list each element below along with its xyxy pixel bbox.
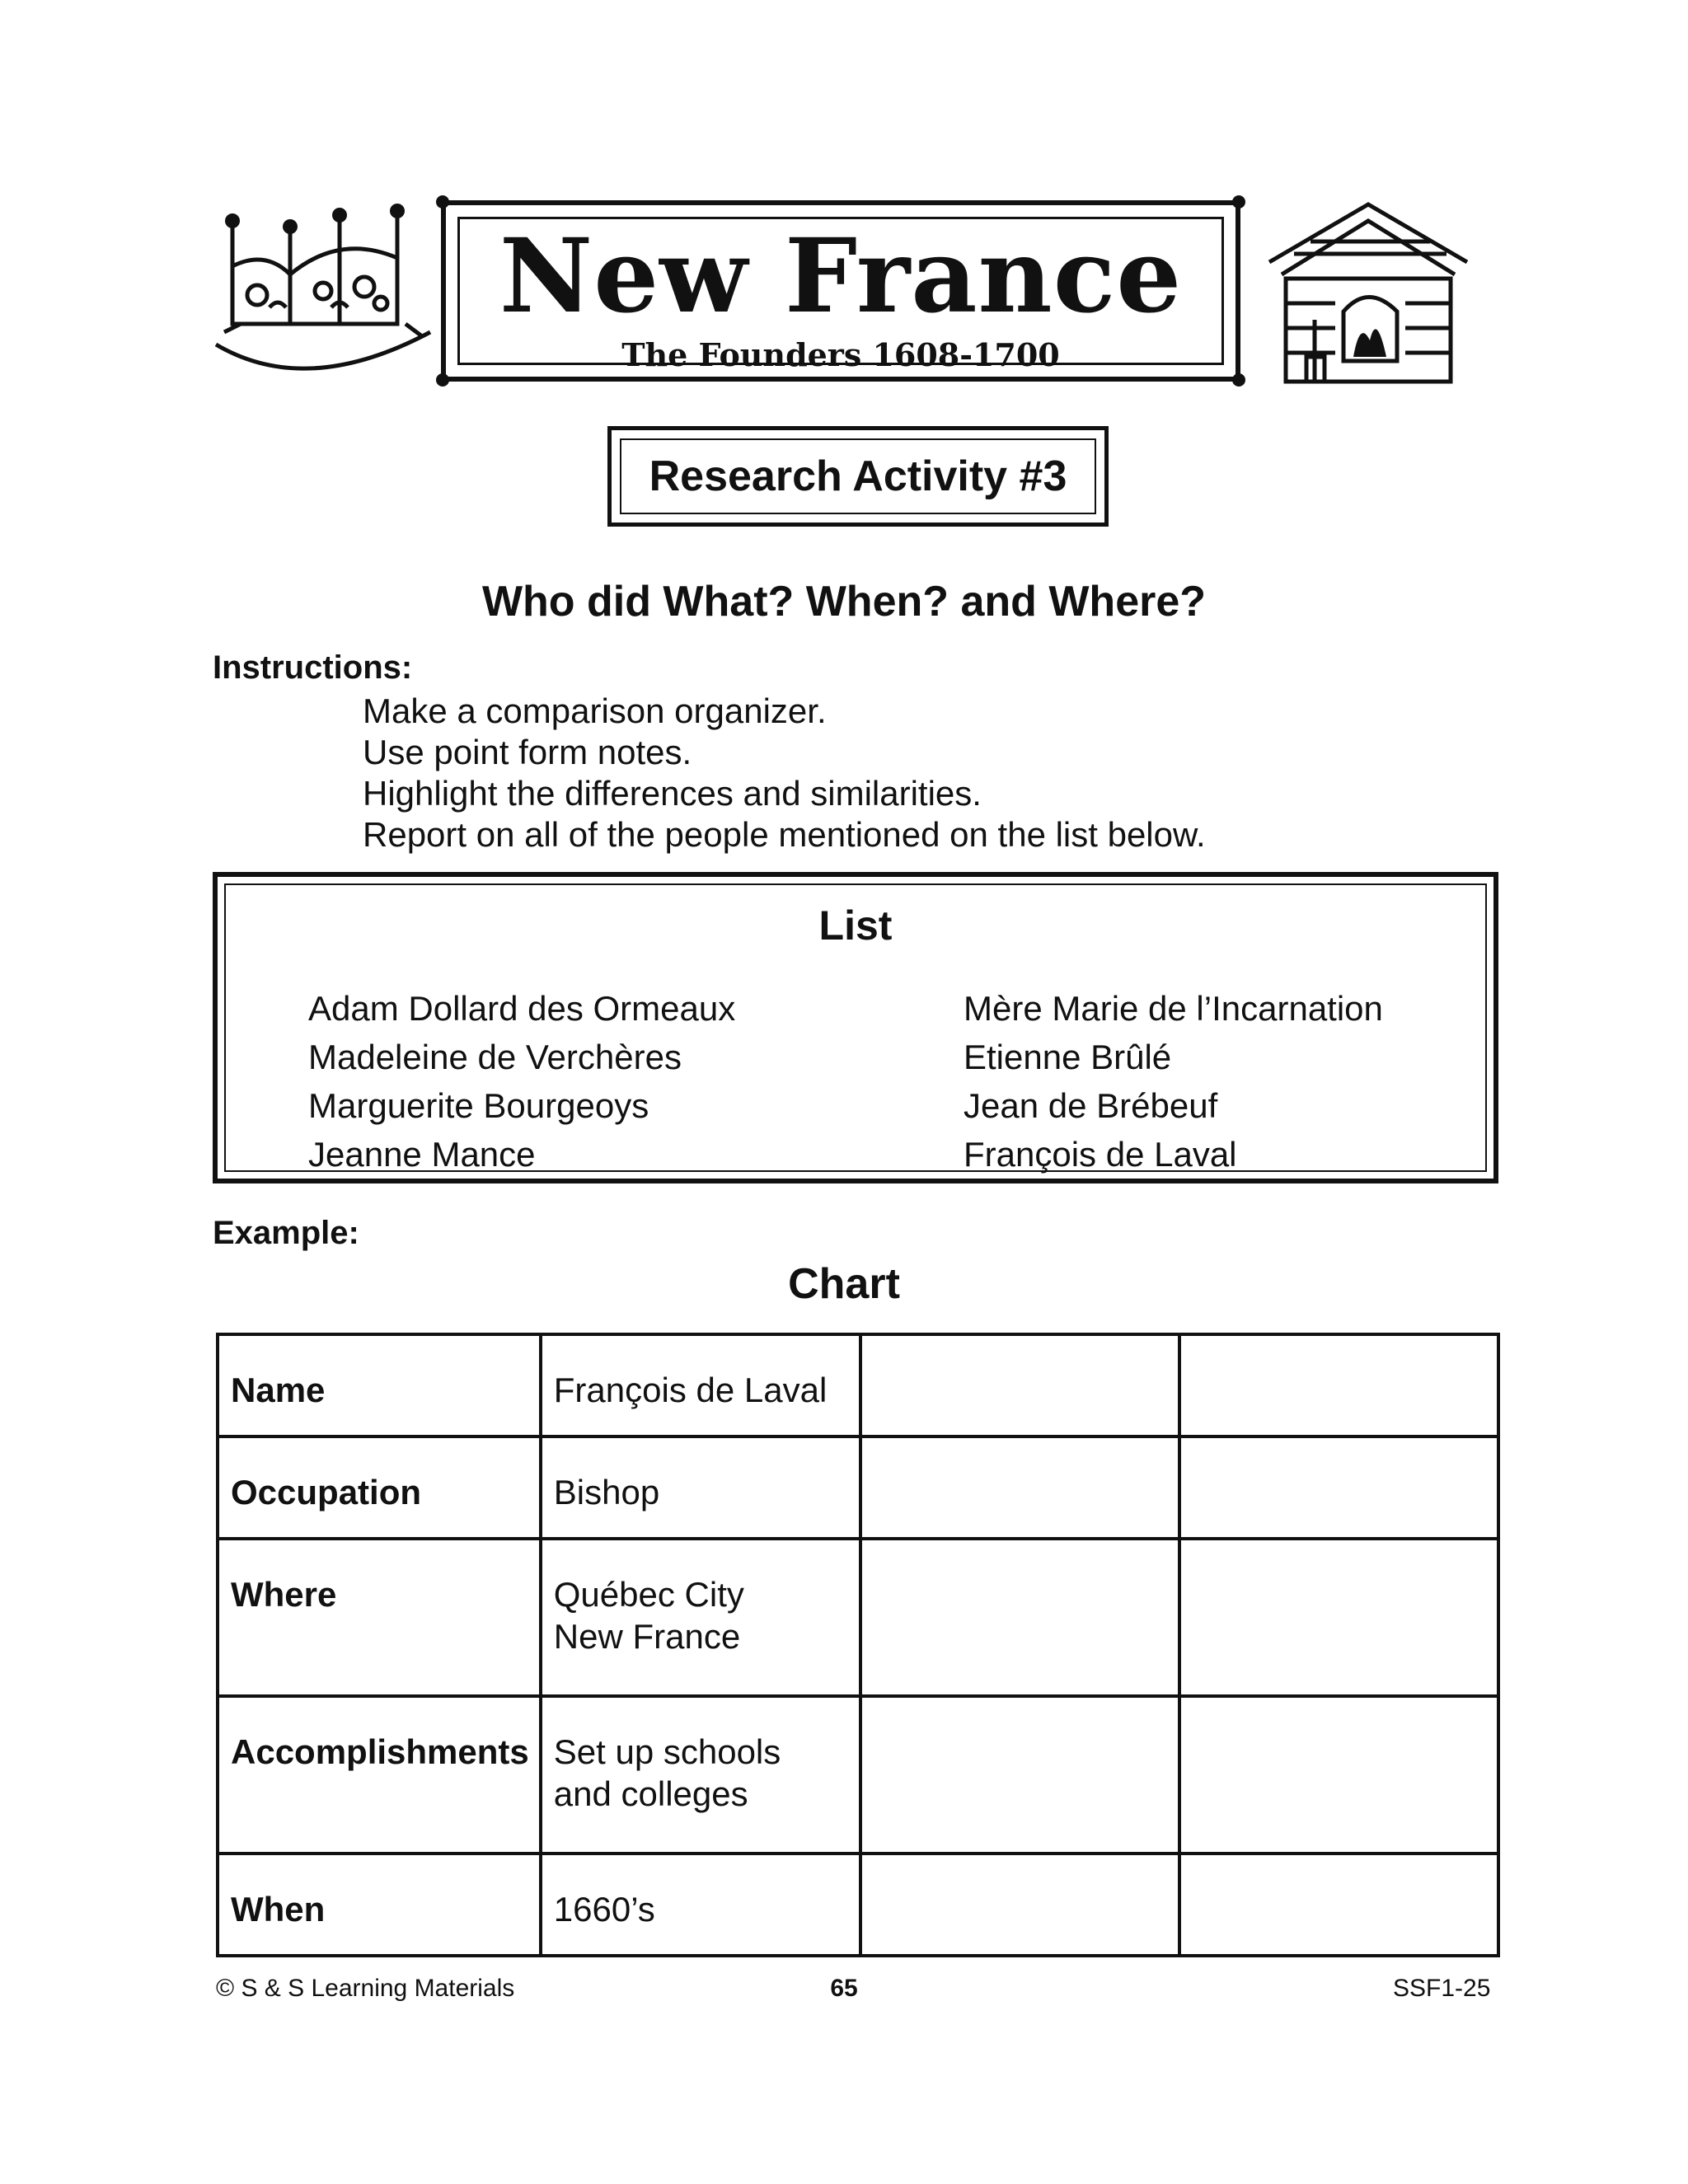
list-item: Jean de Brébeuf xyxy=(964,1086,1218,1125)
empty-cell xyxy=(860,1696,1179,1854)
instructions-list xyxy=(363,691,1206,855)
empty-cell xyxy=(1179,1436,1498,1539)
instruction-item: Make a comparison organizer. xyxy=(363,691,827,730)
list-item: Adam Dollard des Ormeaux xyxy=(308,989,736,1028)
cell-value: Bishop xyxy=(553,1473,660,1512)
list-item: Jeanne Mance xyxy=(308,1135,536,1174)
row-header: Where xyxy=(218,1539,541,1696)
chart-title: Chart xyxy=(788,1260,900,1308)
row-header: When xyxy=(218,1854,541,1956)
empty-cell xyxy=(1179,1854,1498,1956)
list-item: Etienne Brûlé xyxy=(964,1038,1172,1076)
list-title: List xyxy=(818,902,893,949)
table-cell xyxy=(541,1854,860,1956)
empty-cell xyxy=(1179,1539,1498,1696)
comparison-chart xyxy=(216,1333,1500,1957)
list-item: Madeleine de Verchères xyxy=(308,1038,682,1076)
bake-oven-illustration xyxy=(1261,196,1484,390)
empty-cell xyxy=(860,1854,1179,1956)
empty-cell xyxy=(860,1539,1179,1696)
list-item: Mère Marie de l’Incarnation xyxy=(964,989,1383,1028)
cradle-illustration xyxy=(208,200,438,382)
instructions-label: Instructions: xyxy=(213,649,413,686)
table-row xyxy=(218,1696,1498,1854)
page-number: 65 xyxy=(830,1975,858,2002)
question-heading: Who did What? When? and Where? xyxy=(481,578,1207,626)
instruction-item: Report on all of the people mentioned on the list below. xyxy=(363,815,1206,854)
corner-ornament xyxy=(436,373,449,387)
copyright-text: © S & S Learning Materials xyxy=(216,1975,515,2002)
instruction-item: Use point form notes. xyxy=(363,733,692,771)
table-cell xyxy=(541,1334,860,1436)
people-list-left xyxy=(308,984,735,1179)
activity-box xyxy=(607,426,1109,527)
list-item: François de Laval xyxy=(964,1135,1237,1174)
list-item: Marguerite Bourgeoys xyxy=(308,1086,649,1125)
cell-value: 1660’s xyxy=(553,1889,655,1929)
empty-cell xyxy=(860,1436,1179,1539)
corner-ornament xyxy=(1232,195,1245,209)
table-cell xyxy=(541,1436,860,1539)
table-row xyxy=(218,1436,1498,1539)
table-cell xyxy=(541,1696,860,1854)
cell-value: Set up schools and colleges xyxy=(553,1732,781,1814)
people-list-right xyxy=(964,984,1383,1179)
instruction-item: Highlight the differences and similarities. xyxy=(363,774,982,813)
example-label: Example: xyxy=(213,1215,359,1251)
empty-cell xyxy=(860,1334,1179,1436)
row-header: Accomplishments xyxy=(218,1696,541,1854)
empty-cell xyxy=(1179,1334,1498,1436)
corner-ornament xyxy=(1232,373,1245,387)
table-row xyxy=(218,1334,1498,1436)
empty-cell xyxy=(1179,1696,1498,1854)
cell-value: François de Laval xyxy=(553,1371,828,1409)
table-row xyxy=(218,1854,1498,1956)
corner-ornament xyxy=(436,195,449,209)
product-code: SSF1-25 xyxy=(1393,1975,1491,2002)
cell-value: Québec City New France xyxy=(553,1575,744,1657)
page-subtitle: The Founders 1608-1700 xyxy=(621,336,1060,373)
table-row xyxy=(218,1539,1498,1696)
activity-label: Research Activity #3 xyxy=(620,438,1096,514)
title-banner xyxy=(441,200,1240,382)
people-list-box xyxy=(213,872,1498,1183)
table-cell xyxy=(541,1539,860,1696)
page-title: New France xyxy=(499,217,1183,336)
row-header: Occupation xyxy=(218,1436,541,1539)
row-header: Name xyxy=(218,1334,541,1436)
